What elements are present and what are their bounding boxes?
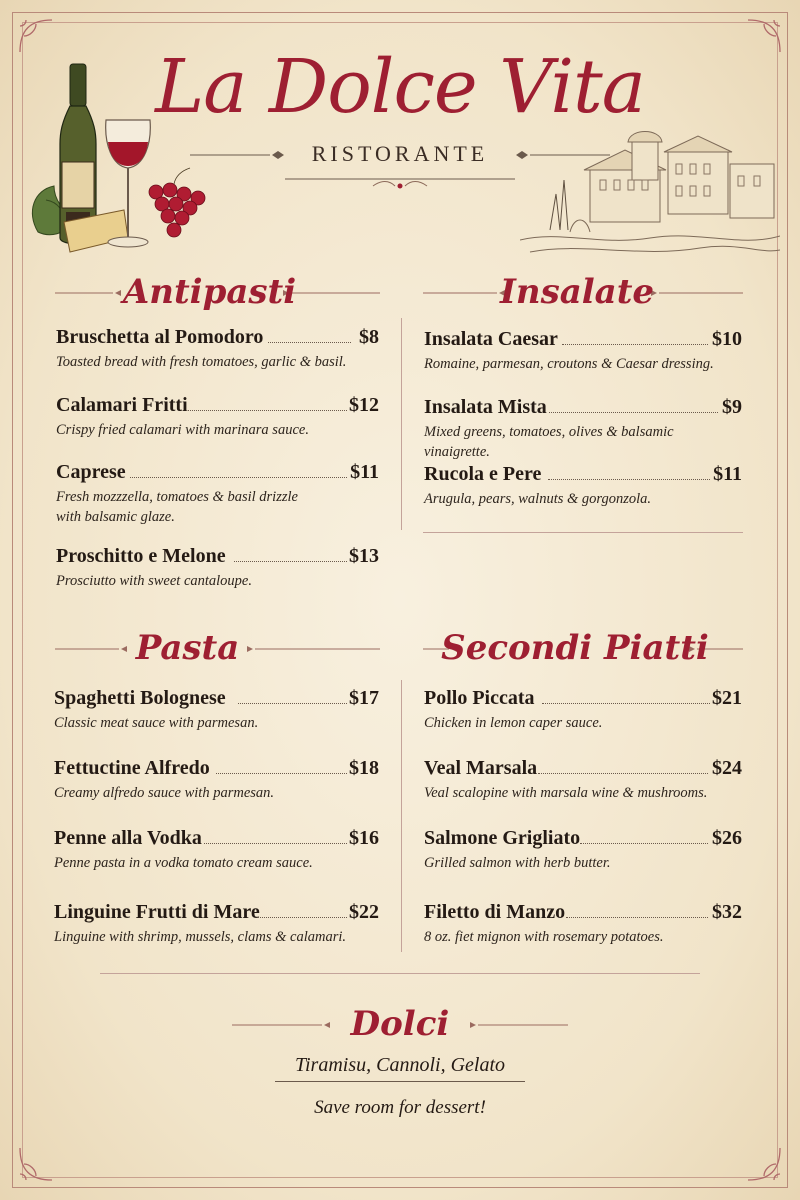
item-description: Arugula, pears, walnuts & gorgonzola. — [424, 491, 652, 507]
item-price: $22 — [349, 901, 379, 923]
menu-item — [56, 545, 379, 591]
item-name: Penne alla Vodka — [54, 827, 202, 849]
section-title: Dolci — [350, 1004, 450, 1044]
section-header-insalate — [423, 272, 743, 312]
dot-leader — [562, 344, 708, 345]
menu-item — [424, 757, 742, 803]
item-name: Linguine Frutti di Mare — [54, 901, 260, 923]
item-description: Chicken in lemon caper sauce. — [424, 715, 603, 731]
item-description-continued: with balsamic glaze. — [56, 509, 175, 525]
item-name: Veal Marsala — [424, 757, 538, 779]
item-description: Prosciutto with sweet cantaloupe. — [56, 573, 252, 589]
item-name: Pollo Piccata — [424, 687, 535, 709]
dot-leader — [268, 342, 351, 343]
item-price: $10 — [712, 328, 742, 350]
dot-leader — [204, 843, 347, 844]
section-title: Antipasti — [122, 272, 297, 312]
section-header-secondi — [423, 628, 743, 668]
item-name: Calamari Fritti — [56, 394, 188, 416]
item-description: Mixed greens, tomatoes, olives & balsamic vinaigrette. — [424, 424, 674, 460]
restaurant-subtitle: RISTORANTE — [311, 141, 489, 166]
menu-item — [424, 463, 742, 509]
dot-leader — [549, 412, 718, 413]
item-price: $16 — [349, 827, 379, 849]
column-divider — [401, 680, 402, 952]
dessert-note: Save room for dessert! — [314, 1097, 486, 1118]
item-description: Fresh mozzzella, tomatoes & basil drizzle — [56, 489, 298, 505]
dot-leader — [238, 703, 347, 704]
item-description: Crispy fried calamari with marinara sauce. — [56, 422, 309, 438]
item-price: $12 — [349, 394, 379, 416]
item-description: Romaine, parmesan, croutons & Caesar dressing. — [424, 356, 714, 372]
dot-leader — [538, 773, 708, 774]
item-name: Proschitto e Melone — [56, 545, 226, 567]
menu-item — [54, 901, 379, 947]
item-price: $21 — [712, 687, 742, 709]
dot-leader — [186, 410, 347, 411]
dot-leader — [548, 479, 710, 480]
item-name: Filetto di Manzo — [424, 901, 566, 923]
item-description: Penne pasta in a vodka tomato cream sauce. — [54, 855, 313, 871]
menu-item — [56, 326, 379, 372]
item-price: $11 — [350, 461, 379, 483]
item-description: Linguine with shrimp, mussels, clams & calamari. — [54, 929, 347, 945]
item-name: Salmone Grigliato — [424, 827, 581, 849]
dot-leader — [130, 477, 347, 478]
dot-leader — [216, 773, 347, 774]
section-header-pasta — [55, 628, 380, 668]
grapes-icon — [149, 168, 205, 237]
dessert-list: Tiramisu, Cannoli, Gelato — [275, 1054, 525, 1082]
section-header-antipasti — [55, 272, 380, 312]
item-name: Bruschetta al Pomodoro — [56, 326, 264, 348]
item-name: Rucola e Pere — [424, 463, 542, 485]
section-divider — [423, 532, 743, 533]
section-title: Pasta — [135, 628, 240, 668]
menu-item — [56, 394, 379, 440]
item-description: 8 oz. fiet mignon with rosemary potatoes. — [424, 929, 664, 945]
section-title: Insalate — [499, 272, 655, 312]
item-description: Grilled salmon with herb butter. — [424, 855, 611, 871]
dot-leader — [580, 843, 708, 844]
item-price: $17 — [349, 687, 379, 709]
dot-leader — [566, 917, 708, 918]
item-name: Fettuctine Alfredo — [54, 757, 210, 779]
item-price: $18 — [349, 757, 379, 779]
item-name: Spaghetti Bolognese — [54, 687, 226, 709]
item-price: $26 — [712, 827, 742, 849]
item-description: Veal scalopine with marsala wine & mushrooms. — [424, 785, 708, 801]
menu-item — [424, 827, 742, 873]
menu-item — [424, 687, 742, 733]
item-description: Creamy alfredo sauce with parmesan. — [54, 785, 275, 801]
menu-item — [54, 757, 379, 803]
corner-flourish-icon — [16, 1144, 56, 1184]
item-price: $32 — [712, 901, 742, 923]
item-price: $11 — [713, 463, 742, 485]
item-name: Insalata Mista — [424, 396, 547, 418]
section-title: Secondi Piatti — [441, 628, 709, 668]
item-name: Insalata Caesar — [424, 328, 558, 350]
dot-leader — [542, 703, 710, 704]
item-price: $8 — [359, 326, 379, 348]
column-divider — [401, 318, 402, 530]
corner-flourish-icon — [744, 1144, 784, 1184]
item-price: $24 — [712, 757, 742, 779]
item-price: $9 — [722, 396, 742, 418]
menu-item — [424, 328, 742, 374]
dot-leader — [234, 561, 347, 562]
restaurant-title: La Dolce Vita — [155, 44, 645, 130]
section-divider — [100, 973, 700, 974]
flourish-divider-icon — [285, 178, 515, 192]
item-price: $13 — [349, 545, 379, 567]
dot-leader — [258, 917, 347, 918]
menu-item — [56, 461, 379, 527]
item-name: Caprese — [56, 461, 126, 483]
subtitle-row — [190, 141, 610, 171]
menu-item — [54, 687, 379, 733]
section-header-dolci — [232, 1004, 568, 1044]
menu-item — [54, 827, 379, 873]
item-description: Toasted bread with fresh tomatoes, garlic & basil. — [56, 354, 347, 370]
menu-item — [424, 396, 742, 462]
item-description: Classic meat sauce with parmesan. — [54, 715, 259, 731]
menu-item — [424, 901, 742, 947]
